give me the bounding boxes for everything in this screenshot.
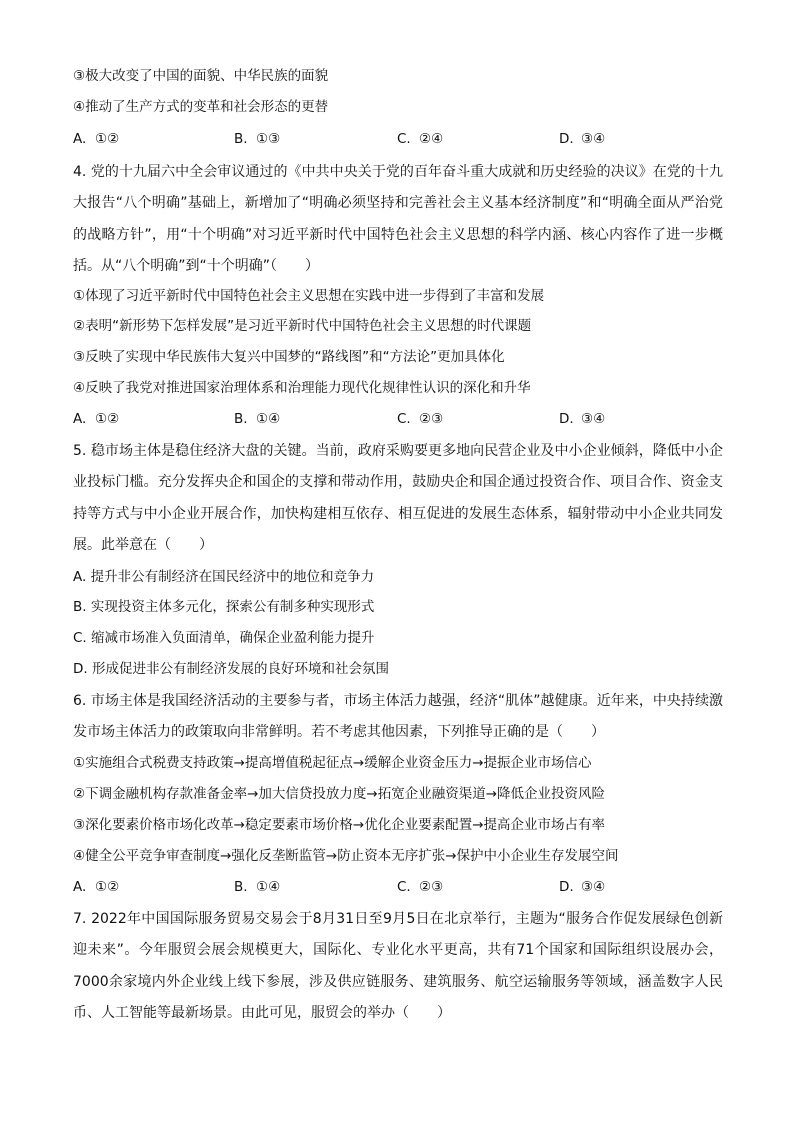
q6-option-b[interactable]: B. ①④ [234,879,281,895]
q3-item-3: ③极大改变了中国的面貌、中华民族的面貌 [73,68,329,84]
q6-item-2: ②下调金融机构存款准备金率→加大信贷投放力度→拓宽企业融资渠道→降低企业投资风险 [73,786,606,802]
q3-options [73,129,733,149]
q4-options [73,409,733,429]
q5-option-c[interactable]: C. 缩减市场准入负面清单，确保企业盈利能力提升 [73,630,375,646]
q6-item-3: ③深化要素价格市场化改革→稳定要素市场价格→优化企业要素配置→提高企业市场占有率 [73,817,606,833]
q3-option-d[interactable]: D. ③④ [559,131,606,147]
q3-option-a[interactable]: A. ①② [73,131,120,147]
q4-stem: 4. 党的十九届六中全会审议通过的《中共中央关于党的百年奋斗重大成就和历史经验的决议》在党的十九大报告“八个明确”基础上，新增加了“明确必须坚持和完善社会主义基本经济制度”和“明确全面从严治党的战略方针”，用“十个明确”对习近平新时代中国特色社会主义思想的科学内涵、核心内容作了进一步概括。从“八个明确”到“十个明确”（ ） [73,164,723,274]
q6-option-c[interactable]: C. ②③ [397,879,444,895]
q7-stem: 7. 2022年中国国际服务贸易交易会于8月31日至9月5日在北京举行，主题为“服务合作促发展绿色创新迎未来”。今年服贸会展会规模更大，国际化、专业化水平更高，共有71个国家和国际组织设展办会，7000余家境内外企业线上线下参展，涉及供应链服务、建筑服务、航空运输服务等领域，涵盖数字人民币、人工智能等最新场景。由此可见，服贸会的举办（ ） [73,911,723,1021]
q3-option-c[interactable]: C. ②④ [397,131,444,147]
q4-item-1: ①体现了习近平新时代中国特色社会主义思想在实践中进一步得到了丰富和发展 [73,288,545,304]
q6-option-d[interactable]: D. ③④ [559,879,606,895]
q6-stem: 6. 市场主体是我国经济活动的主要参与者，市场主体活力越强，经济“肌体”越健康。近年来，中央持续激发市场主体活力的政策取向非常鲜明。若不考虑其他因素，下列推导正确的是（ ） [73,693,723,741]
q6-options [73,877,733,897]
q4-option-a[interactable]: A. ①② [73,411,120,427]
q5-option-a[interactable]: A. 提升非公有制经济在国民经济中的地位和竞争力 [73,569,375,585]
q4-option-c[interactable]: C. ②③ [397,411,444,427]
q4-option-b[interactable]: B. ①④ [234,411,281,427]
q4-item-3: ③反映了实现中华民族伟大复兴中国梦的“路线图”和“方法论”更加具体化 [73,349,505,365]
q5-option-b[interactable]: B. 实现投资主体多元化，探索公有制多种实现形式 [73,599,375,615]
q3-item-4: ④推动了生产方式的变革和社会形态的更替 [73,99,329,115]
q6-item-1: ①实施组合式税费支持政策→提高增值税起征点→缓解企业资金压力→提振企业市场信心 [73,755,592,771]
q6-option-a[interactable]: A. ①② [73,879,120,895]
q4-item-4: ④反映了我党对推进国家治理体系和治理能力现代化规律性认识的深化和升华 [73,380,531,396]
q4-option-d[interactable]: D. ③④ [559,411,606,427]
q6-item-4: ④健全公平竞争审查制度→强化反垄断监管→防止资本无序扩张→保护中小企业生存发展空间 [73,848,619,864]
q5-stem: 5. 稳市场主体是稳住经济大盘的关键。当前，政府采购要更多地向民营企业及中小企业倾斜，降低中小企业投标门槛。充分发挥央企和国企的支撑和带动作用，鼓励央企和国企通过投资合作、项目合作、资金支持等方式与中小企业开展合作，加快构建相互依存、相互促进的发展生态体系，辐射带动中小企业共同发展。此举意在（ ） [73,443,723,553]
q3-option-b[interactable]: B. ①③ [234,131,281,147]
q5-option-d[interactable]: D. 形成促进非公有制经济发展的良好环境和社会氛围 [73,661,389,677]
q4-item-2: ②表明“新形势下怎样发展”是习近平新时代中国特色社会主义思想的时代课题 [73,318,532,334]
